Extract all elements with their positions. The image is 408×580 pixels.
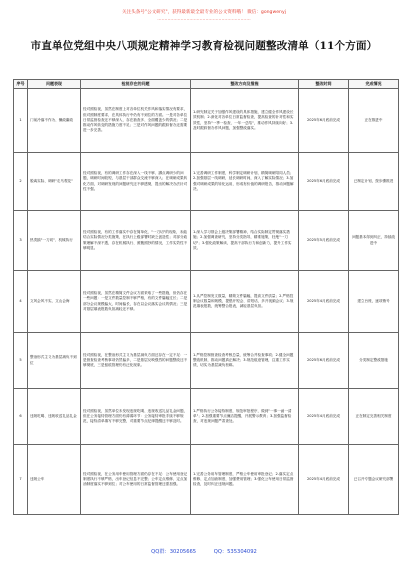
- cell-issue: 文风会风不实，文山会海: [28, 271, 81, 333]
- cell-status: 正在推进中: [349, 89, 399, 153]
- cell-status: 正在制定完善相关制度: [349, 389, 399, 445]
- table-header-row: [14, 80, 399, 89]
- cell-no: 6: [14, 389, 28, 445]
- header-note-line2: ................................................................: [157, 16, 251, 22]
- cell-measure: 1.研究制定关于加强作风建设的具体措施，建立健全作风建设长效机制；2.深化对各单位日常监督检查，提高检查的针对性和实效性，坚持"一季一检查、一年一总结"，推动作风持续向好；3.及时跟踪督办作风问题，加强整改落实。: [191, 89, 299, 153]
- cell-issue: 热衷搞"一刀切"、机械执行: [28, 211, 81, 271]
- cell-time: 2025年6月底前完成: [299, 89, 349, 153]
- cell-problem: 经对照检视，虽然在制度上对各单位机关作风和落实情况有要求，但对照制度要求，在具体执行中仍有不到位的方面。一是对各单位日常监督检查还不够深入，存在抽查多、全面覆盖少的情况；二是推动作风转变的措施力度不足；三是对作风问题的跟踪督办还需要进一步完善。: [81, 89, 191, 153]
- footer-qq-group: QQ群：30205665: [151, 549, 197, 555]
- cell-problem: 经对照检视，虽然在精简文件会议方面采取了一些措施，但仍存在一些问题：一是文件数量控制不够严格，有的文件篇幅过长；二是部分会议规模偏大、时间偏长，存在以会议落实会议的情况；三是对基层填表报数负担减轻还不够。: [81, 271, 191, 333]
- table-row: [14, 153, 399, 211]
- cell-problem: 经对照检视，虽然单位未发现违规吃喝、违规收送礼品礼金问题，但在公务接待管理方面仍有薄弱环节：公务接待审批手续不够规范，接待清单填写不够完整，对重要节点纪律提醒还不够及时。: [81, 389, 191, 445]
- cell-no: 2: [14, 153, 28, 211]
- header-time: 整改时间: [299, 80, 349, 89]
- header-note-line1: 关注头条号"公文研究"，获得最新最全最专业的公文资料哦！ 微信：gongwenyj: [122, 10, 286, 15]
- cell-no: 7: [14, 445, 28, 515]
- cell-measure: 1.完善公务用车管理制度，严格公车使用审批登记；2.落实定点维修、定点加油制度，加强费用管理；3.强化公车使用日常监督检查，及时纠正违规问题。: [191, 445, 299, 515]
- cell-status: 问题基本得到纠正，持续改进中: [349, 211, 399, 271]
- header-issue: 问题表现: [28, 80, 81, 89]
- cell-problem: 经对照检视，有的调研工作存在深入一线不够、蹲点调研少的问题，调研时间较短，与基层干部群众交流不够深入；在调研成果转化方面，对调研发现的问题研究还不够透彻，提出的解决办法针对性不强。: [81, 153, 191, 211]
- cell-time: 2025年4月底前完成: [299, 271, 349, 333]
- cell-no: 3: [14, 211, 28, 271]
- cell-time: 2025年4月底前完成: [299, 445, 349, 515]
- cell-measure: 1.完善调研工作制度，科学制定调研计划，精简调研陪同人员；2.加强基层一线调研，延长调研时间，深入了解实际情况；3.加强对调研成果的转化运用，形成有价值的调研报告，推动问题解决。: [191, 153, 299, 211]
- cell-measure: 1.严格控制督查检查考核总量，统筹合并检查事项；2.健全问题整改机制，推动问题真正解决；3.规范痕迹管理，注重工作实绩，切实为基层减负松绑。: [191, 333, 299, 389]
- table-row: [14, 211, 399, 271]
- document-title: 市直单位党组中央八项规定精神学习教育检视问题整改清单（11个方面）: [30, 40, 378, 52]
- cell-no: 5: [14, 333, 28, 389]
- cell-time: 2025年5月底前完成: [299, 211, 349, 271]
- header-status: 完成情况: [349, 80, 399, 89]
- cell-issue: 违规吃喝、违规收送礼品礼金: [28, 389, 81, 445]
- table-row: [14, 445, 399, 515]
- header-problem: 检视存在的问题: [81, 80, 191, 89]
- table-row: [14, 389, 399, 445]
- table-row: [14, 271, 399, 333]
- cell-no: 4: [14, 271, 28, 333]
- table-row: [14, 333, 399, 389]
- cell-issue: 违规公车: [28, 445, 81, 515]
- cell-time: 2025年4月底前完成: [299, 389, 349, 445]
- rectification-table: [13, 79, 399, 515]
- header-note: [0, 10, 408, 23]
- cell-status: 已制定计划，按步骤推进: [349, 153, 399, 211]
- cell-time: 2025年6月底前完成: [299, 333, 349, 389]
- header-no: 序号: [14, 80, 28, 89]
- cell-status: 建立台账，逐项销号: [349, 271, 399, 333]
- table-row: [14, 89, 399, 153]
- cell-issue: 门前冷落不作为、懒政庸政: [28, 89, 81, 153]
- cell-problem: 经对照检视，在公务用车使用管理方面仍存在不足：公车使用登记制度执行不够严格，出车登记信息不完整；公车定点维修、定点加油制度落实不够到位；对公车使用的日常监督管理还需加强。: [81, 445, 191, 515]
- cell-status: 已召开专题会议研究部署: [349, 445, 399, 515]
- cell-measure: 1.深入学习领会上级决策部署精神，结合实际制定贯彻落实措施；2.加强调查研究，坚持分类指导，精准施策，杜绝"一刀切"；3.强化政策解读，提高干部执行力和创新力，提升工作实效。: [191, 211, 299, 271]
- cell-no: 1: [14, 89, 28, 153]
- cell-status: 分类制定整改措施: [349, 333, 399, 389]
- cell-issue: 整治形式主义为基层减负不到位: [28, 333, 81, 389]
- cell-problem: 经对照检视，在整治形式主义为基层减负方面还存在一定不足：一是督查检查考核事项仍然偏多，二是基层反映强烈的问题整改还不够彻底，三是留痕管理仍有泛化现象。: [81, 333, 191, 389]
- cell-measure: 1.从严控制发文数量，精简文件篇幅，提高文件质量；2.严格控制会议数量和规模，提倡开短会、讲短话，多开视频会议；3.规范填表报数，统筹整合报表，减轻基层负担。: [191, 271, 299, 333]
- header-measure: 整改方向及措施: [191, 80, 299, 89]
- cell-problem: 经对照检视，有的工作落实中存在简单化、"一刀切"的现象，未能结合实际情况分类施策，在执行上级部署时缺乏创造性；对部分政策理解不深不透，存在机械执行、照搬照抄的情况，工作实效性不够明显。: [81, 211, 191, 271]
- cell-time: 2025年6月底前完成: [299, 153, 349, 211]
- cell-issue: 脱离实际、调研"走马观花": [28, 153, 81, 211]
- footer-qq: QQ：535304092: [213, 549, 257, 555]
- cell-measure: 1.严格执行公务接待制度，规范审批程序，做到"一事一函一清单"；2.加强重要节点廉洁提醒，开展警示教育；3.加强监督检查，对违规问题严肃查处。: [191, 389, 299, 445]
- footer-contacts: [0, 548, 408, 555]
